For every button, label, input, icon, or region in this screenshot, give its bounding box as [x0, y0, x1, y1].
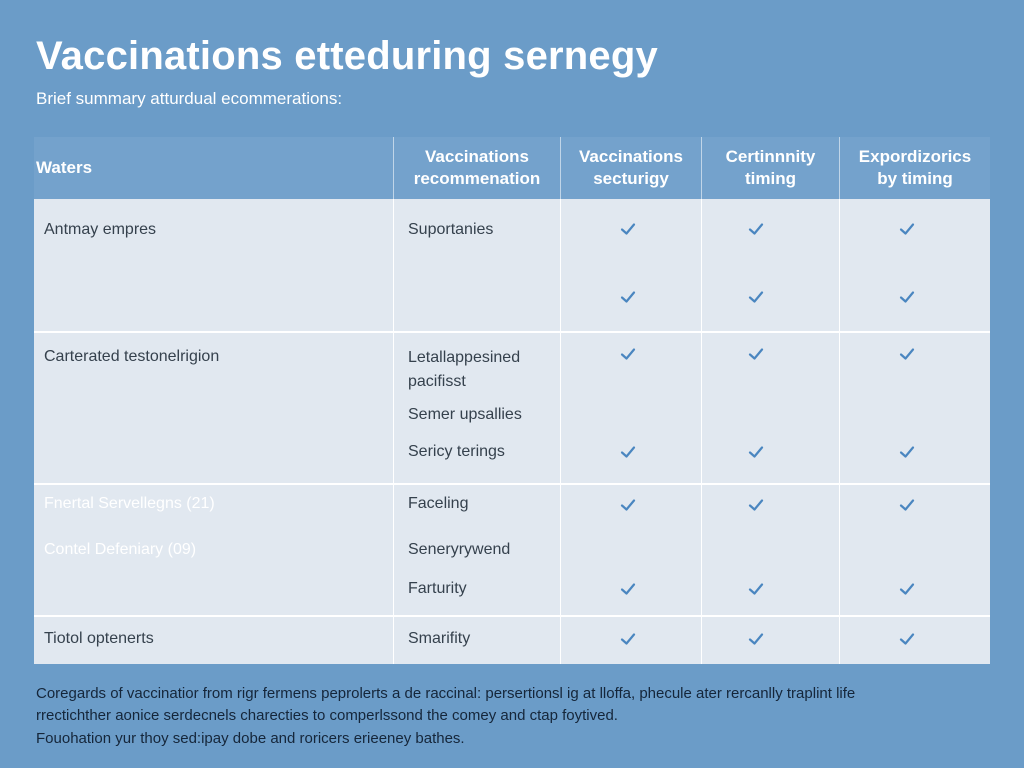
column-header-label — [414, 146, 541, 190]
check-icon — [897, 289, 917, 305]
column-divider — [560, 333, 561, 485]
check-icon — [746, 631, 766, 647]
footer-note-line: rrectichther aonice serdecnels charecties to comperlssond the comey and ctap foytived. — [36, 707, 618, 724]
column-header — [393, 137, 560, 199]
recommendation-cell: Sericy terings — [408, 443, 505, 460]
recommendation-cell: Faceling — [408, 495, 469, 512]
check-icon — [618, 581, 638, 597]
check-icon — [897, 631, 917, 647]
row-label: Tiotol optenerts — [44, 630, 154, 647]
column-divider — [701, 199, 702, 333]
column-header — [560, 137, 701, 199]
column-divider — [560, 199, 561, 333]
check-icon — [618, 289, 638, 305]
table-row-group — [34, 333, 990, 485]
row-label: Carterated testonelrigion — [44, 348, 220, 365]
check-icon — [746, 497, 766, 513]
column-divider — [393, 199, 394, 333]
column-header — [701, 137, 839, 199]
column-divider — [393, 617, 394, 664]
column-header-line: by timing — [877, 169, 953, 188]
check-icon — [897, 444, 917, 460]
column-divider — [560, 617, 561, 664]
check-icon — [746, 581, 766, 597]
table-row-group — [34, 199, 990, 333]
column-header-line: Waters — [36, 158, 93, 177]
check-icon — [897, 346, 917, 362]
check-icon — [618, 444, 638, 460]
check-icon — [897, 221, 917, 237]
footer-note-line: Coregards of vaccinatior from rigr fermens peprolerts a de raccinal: persertionsl ig at lloffa, phecule ater rercanlly traplint life — [36, 685, 856, 702]
table-row-group — [34, 617, 990, 664]
column-header-label — [726, 146, 816, 190]
recommendation-table — [34, 137, 990, 664]
column-header-line: recommenation — [413, 169, 541, 188]
column-divider — [560, 485, 561, 617]
column-header-line: Vaccinations — [579, 147, 683, 166]
recommendation-cell: Seneryrywend — [408, 541, 511, 558]
check-icon — [618, 497, 638, 513]
column-header-label — [859, 146, 971, 190]
row-label: Contel Defeniary (09) — [44, 541, 197, 558]
check-icon — [618, 221, 638, 237]
column-header-line: Vaccinations — [425, 147, 529, 166]
column-header-line: secturigy — [593, 169, 669, 188]
check-icon — [746, 289, 766, 305]
check-icon — [897, 497, 917, 513]
page-subtitle: Brief summary atturdual ecommerations: — [36, 89, 343, 108]
check-icon — [746, 346, 766, 362]
check-icon — [746, 221, 766, 237]
column-header-label — [579, 146, 683, 190]
column-header-line: Certinnnity — [725, 147, 816, 166]
row-label: Antmay empres — [44, 221, 157, 238]
recommendation-cell: Farturity — [408, 580, 467, 597]
column-divider — [839, 199, 840, 333]
column-divider — [701, 485, 702, 617]
column-header-label — [36, 157, 92, 179]
recommendation-cell: Semer upsallies — [408, 406, 522, 423]
table-body — [34, 199, 990, 664]
check-icon — [746, 444, 766, 460]
check-icon — [618, 631, 638, 647]
column-divider — [701, 333, 702, 485]
column-header-line: Expordizorics — [858, 147, 972, 166]
table-row-group — [34, 485, 990, 617]
table-header-row — [34, 137, 990, 199]
column-divider — [839, 333, 840, 485]
column-divider — [839, 485, 840, 617]
footer-note-line: Fouohation yur thoy sed:ipay dobe and roricers erieeney bathes. — [36, 730, 465, 747]
check-icon — [618, 346, 638, 362]
column-header — [839, 137, 990, 199]
column-header-line: timing — [744, 169, 796, 188]
page-title: Vaccinations etteduring sernegy — [36, 34, 658, 78]
column-divider — [393, 485, 394, 617]
column-divider — [393, 333, 394, 485]
column-header — [34, 137, 393, 199]
row-label: Fnertal Servellegns (21) — [44, 495, 215, 512]
recommendation-cell: Letallappesined pacifisst — [408, 349, 521, 390]
recommendation-cell: Suportanies — [408, 221, 494, 238]
recommendation-cell: Smarifity — [408, 630, 471, 647]
check-icon — [897, 581, 917, 597]
column-divider — [839, 617, 840, 664]
column-divider — [701, 617, 702, 664]
